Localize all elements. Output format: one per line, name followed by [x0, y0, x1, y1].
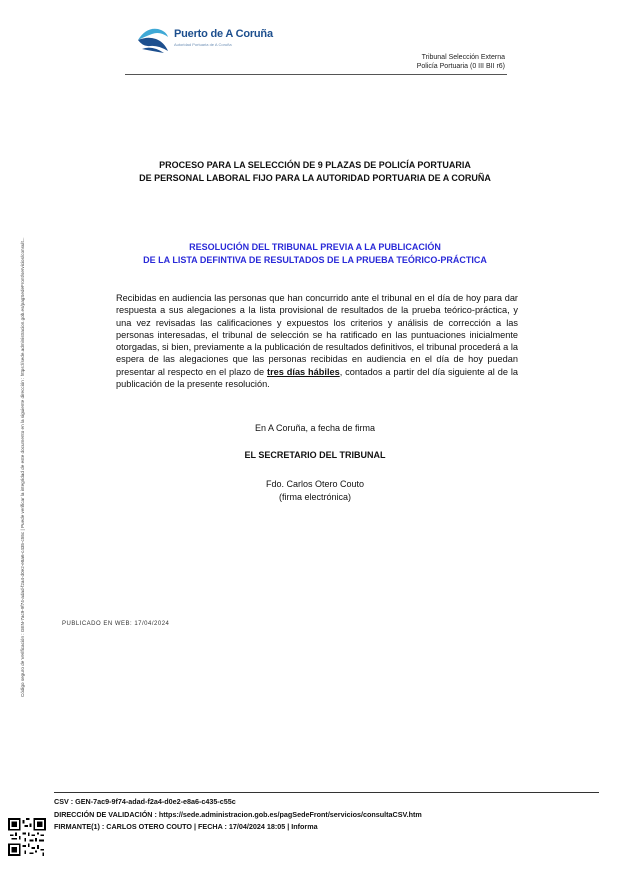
signature-note: (firma electrónica) — [278, 491, 352, 502]
date-line: En A Coruña, a fecha de firma — [254, 423, 376, 433]
logo-subtitle: Autoridad Portuaria de A Coruña — [174, 42, 232, 47]
resolution-title — [0, 241, 620, 267]
port-logo — [136, 25, 273, 55]
footer-signer: FIRMANTE(1) : CARLOS OTERO COUTO | FECHA : 17/04/2024 18:05 | Informa — [54, 822, 318, 831]
department-line-2: Policía Portuaria (0 III BII r6) — [416, 63, 505, 70]
footer-validation-url[interactable]: DIRECCIÓN DE VALIDACIÓN : https://sede.administracion.gob.es/pagSedeFront/servicios/consultaCSV.htm — [54, 810, 422, 819]
signatory-role: EL SECRETARIO DEL TRIBUNAL — [244, 450, 386, 460]
qr-code-icon — [8, 818, 46, 856]
header-divider — [125, 74, 507, 75]
resolution-body — [116, 292, 518, 390]
footer-csv: CSV : GEN-7ac9-9f74-adad-f2a4-d0e2-e8a6-c435-c55c — [54, 797, 236, 806]
department-block — [417, 53, 505, 71]
verification-side-text: Código seguro de Verificación : GEN-7ac9-9f74-adad-f2a4-d0e2-e8a6-c435-c55c | Puede verificar la integridad de este documento en la siguiente dirección : https://sede.administracion.gob.es/pagSedeFront/servicios/consult... — [20, 237, 25, 697]
logo-name: Puerto de A Coruña — [174, 28, 273, 40]
title-line-2: DE PERSONAL LABORAL FIJO PARA LA AUTORIDAD PORTUARIA DE A CORUÑA — [139, 173, 491, 183]
body-text-after: , contados a partir del día siguiente al de la publicación de la presente resolución. — [116, 366, 518, 390]
signer-name: Fdo. Carlos Otero Couto — [265, 479, 365, 489]
document-title — [0, 159, 620, 185]
resolution-line-2: DE LA LISTA DEFINTIVA DE RESULTADOS DE LA PRUEBA TEÓRICO-PRÁCTICA — [143, 255, 487, 265]
port-logo-icon — [136, 25, 170, 55]
deadline-highlight: tres días hábiles — [267, 366, 340, 377]
body-text-before: Recibidas en audiencia las personas que han concurrido ante el tribunal en el día de hoy para dar respuesta a sus alegaciones a la lista provisional de resultados de la prueba teórico-práctica, y una vez revisadas las calificaciones y expuestos los criterios y análisis de corrección a las personas interesadas, el tribunal de selección se ha ratificado en las puntuaciones inicialmente otorgadas, si bien, previamente a la publicación de resultados definitivos, el tribunal procederá a la espera de las alegaciones que las personas recibidas en audiencia en el día de hoy puedan presentar al respecto en el plazo de — [116, 293, 518, 377]
title-line-1: PROCESO PARA LA SELECCIÓN DE 9 PLAZAS DE POLICÍA PORTUARIA — [159, 160, 471, 170]
published-date: PUBLICADO EN WEB: 17/04/2024 — [62, 621, 170, 627]
footer-divider — [54, 792, 599, 793]
resolution-line-1: RESOLUCIÓN DEL TRIBUNAL PREVIA A LA PUBLICACIÓN — [189, 242, 441, 252]
department-line-1: Tribunal Selección Externa — [421, 54, 505, 61]
signer-block — [0, 478, 620, 503]
